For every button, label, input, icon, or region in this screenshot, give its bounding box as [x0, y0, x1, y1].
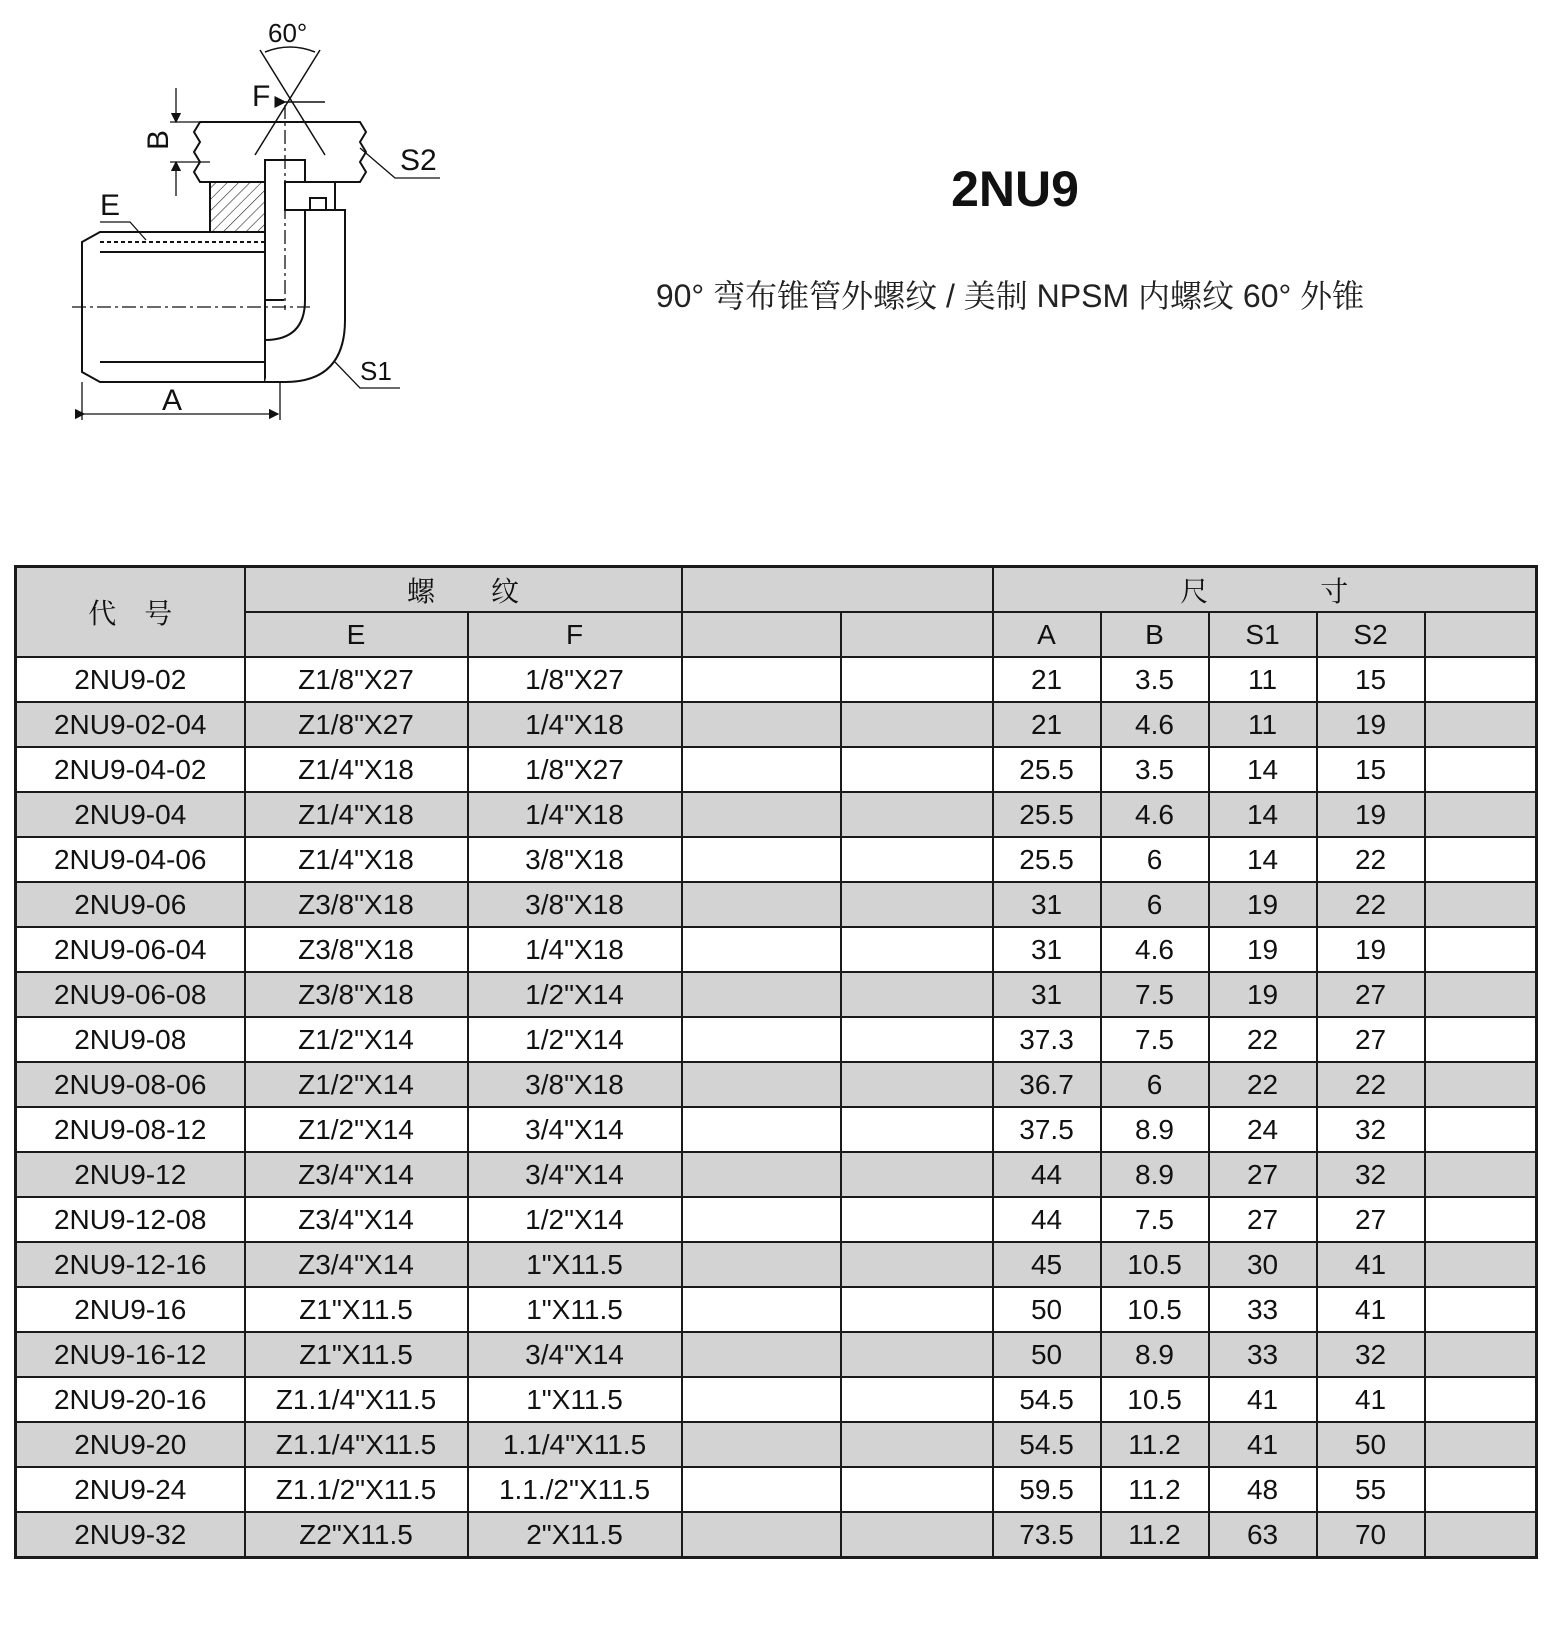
cell-thread-e: Z2"X11.5 — [245, 1512, 468, 1558]
cell-blank-3 — [1425, 1107, 1537, 1152]
product-code: 2NU9 — [951, 161, 1079, 217]
cell-dim-s2: 19 — [1317, 702, 1425, 747]
cell-blank-2 — [841, 837, 993, 882]
cell-blank-2 — [841, 792, 993, 837]
cell-dim-b: 6 — [1101, 837, 1209, 882]
cell-blank-2 — [841, 1377, 993, 1422]
cell-dim-s1: 22 — [1209, 1017, 1317, 1062]
cell-code: 2NU9-08-06 — [16, 1062, 245, 1107]
cell-thread-e: Z1/8"X27 — [245, 702, 468, 747]
cell-blank-1 — [682, 792, 841, 837]
cell-dim-s2: 27 — [1317, 1017, 1425, 1062]
subheader-f: F — [468, 612, 682, 657]
cell-thread-f: 1/2"X14 — [468, 1017, 682, 1062]
cell-dim-a: 54.5 — [993, 1422, 1101, 1467]
cell-dim-s2: 41 — [1317, 1377, 1425, 1422]
table-row — [16, 1197, 1537, 1242]
cell-blank-3 — [1425, 972, 1537, 1017]
cell-dim-b: 4.6 — [1101, 792, 1209, 837]
cell-dim-s2: 22 — [1317, 1062, 1425, 1107]
subheader-blank-3 — [1425, 612, 1537, 657]
table-row — [16, 792, 1537, 837]
cell-code: 2NU9-06 — [16, 882, 245, 927]
table-row — [16, 1422, 1537, 1467]
cell-code: 2NU9-16-12 — [16, 1332, 245, 1377]
cell-dim-s1: 33 — [1209, 1332, 1317, 1377]
cell-thread-e: Z1/2"X14 — [245, 1107, 468, 1152]
cell-dim-a: 44 — [993, 1197, 1101, 1242]
cell-dim-s2: 32 — [1317, 1107, 1425, 1152]
cell-thread-e: Z1"X11.5 — [245, 1287, 468, 1332]
subheader-blank-1 — [682, 612, 841, 657]
cell-blank-1 — [682, 702, 841, 747]
cell-dim-a: 25.5 — [993, 747, 1101, 792]
cell-blank-2 — [841, 747, 993, 792]
product-description: 90° 弯布锥管外螺纹 / 美制 NPSM 内螺纹 60° 外锥 — [655, 278, 1365, 314]
cell-dim-s2: 41 — [1317, 1242, 1425, 1287]
cell-dim-b: 10.5 — [1101, 1287, 1209, 1332]
cell-thread-f: 3/8"X18 — [468, 882, 682, 927]
cell-dim-s2: 70 — [1317, 1512, 1425, 1558]
cell-thread-f: 1"X11.5 — [468, 1242, 682, 1287]
cell-blank-1 — [682, 927, 841, 972]
cell-dim-s2: 32 — [1317, 1332, 1425, 1377]
cell-dim-s1: 24 — [1209, 1107, 1317, 1152]
cell-thread-f: 1.1/4"X11.5 — [468, 1422, 682, 1467]
cell-dim-b: 7.5 — [1101, 972, 1209, 1017]
header-dimension: 尺 寸 — [993, 567, 1537, 613]
cell-blank-2 — [841, 1152, 993, 1197]
cell-code: 2NU9-20-16 — [16, 1377, 245, 1422]
cell-thread-e: Z3/8"X18 — [245, 882, 468, 927]
cell-dim-s2: 32 — [1317, 1152, 1425, 1197]
cell-dim-s2: 15 — [1317, 747, 1425, 792]
cell-code: 2NU9-24 — [16, 1467, 245, 1512]
cell-dim-s2: 50 — [1317, 1422, 1425, 1467]
cell-dim-b: 11.2 — [1101, 1512, 1209, 1558]
cell-dim-s1: 27 — [1209, 1152, 1317, 1197]
cell-thread-f: 3/4"X14 — [468, 1152, 682, 1197]
cell-blank-1 — [682, 1512, 841, 1558]
cell-thread-f: 1"X11.5 — [468, 1377, 682, 1422]
cell-blank-3 — [1425, 1332, 1537, 1377]
cell-thread-e: Z1.1/4"X11.5 — [245, 1422, 468, 1467]
cell-dim-b: 10.5 — [1101, 1242, 1209, 1287]
cell-blank-2 — [841, 882, 993, 927]
cell-blank-3 — [1425, 882, 1537, 927]
cell-code: 2NU9-04 — [16, 792, 245, 837]
cell-code: 2NU9-08-12 — [16, 1107, 245, 1152]
cell-dim-b: 4.6 — [1101, 702, 1209, 747]
cell-dim-s1: 14 — [1209, 747, 1317, 792]
cell-blank-3 — [1425, 1467, 1537, 1512]
cell-blank-3 — [1425, 1152, 1537, 1197]
cell-thread-e: Z3/8"X18 — [245, 972, 468, 1017]
cell-thread-e: Z1/4"X18 — [245, 747, 468, 792]
cell-thread-f: 3/8"X18 — [468, 837, 682, 882]
spec-table — [14, 565, 1538, 1559]
cell-blank-3 — [1425, 1017, 1537, 1062]
table-row — [16, 1242, 1537, 1287]
cell-dim-a: 31 — [993, 882, 1101, 927]
cell-code: 2NU9-16 — [16, 1287, 245, 1332]
cell-dim-s1: 19 — [1209, 972, 1317, 1017]
cell-blank-2 — [841, 1017, 993, 1062]
cell-blank-1 — [682, 972, 841, 1017]
cell-thread-e: Z3/4"X14 — [245, 1197, 468, 1242]
cell-thread-f: 1/8"X27 — [468, 657, 682, 702]
cell-blank-1 — [682, 837, 841, 882]
cell-blank-3 — [1425, 1422, 1537, 1467]
cell-dim-s2: 19 — [1317, 792, 1425, 837]
subheader-e: E — [245, 612, 468, 657]
subheader-s1: S1 — [1209, 612, 1317, 657]
cell-dim-a: 50 — [993, 1332, 1101, 1377]
cell-dim-s1: 33 — [1209, 1287, 1317, 1332]
cell-code: 2NU9-12-08 — [16, 1197, 245, 1242]
cell-dim-s1: 14 — [1209, 792, 1317, 837]
table-row — [16, 1017, 1537, 1062]
header-thread: 螺 纹 — [245, 567, 682, 613]
cell-blank-2 — [841, 1107, 993, 1152]
cell-dim-s1: 41 — [1209, 1377, 1317, 1422]
cell-blank-1 — [682, 1287, 841, 1332]
cell-dim-s1: 19 — [1209, 882, 1317, 927]
cell-thread-e: Z3/4"X14 — [245, 1152, 468, 1197]
cell-dim-b: 8.9 — [1101, 1107, 1209, 1152]
label-a: A — [162, 384, 183, 417]
cell-thread-e: Z1/2"X14 — [245, 1062, 468, 1107]
cell-dim-b: 6 — [1101, 882, 1209, 927]
cell-thread-e: Z1.1/2"X11.5 — [245, 1467, 468, 1512]
cell-thread-f: 1/8"X27 — [468, 747, 682, 792]
cell-code: 2NU9-06-08 — [16, 972, 245, 1017]
cell-blank-1 — [682, 882, 841, 927]
cell-thread-f: 3/4"X14 — [468, 1107, 682, 1152]
cell-blank-2 — [841, 1062, 993, 1107]
cell-dim-s2: 15 — [1317, 657, 1425, 702]
cell-blank-2 — [841, 657, 993, 702]
cell-dim-a: 21 — [993, 702, 1101, 747]
cell-dim-s2: 27 — [1317, 1197, 1425, 1242]
cell-blank-2 — [841, 1332, 993, 1377]
table-row — [16, 1467, 1537, 1512]
label-e: E — [100, 189, 121, 222]
cell-blank-2 — [841, 927, 993, 972]
table-row — [16, 1377, 1537, 1422]
cell-dim-s2: 22 — [1317, 837, 1425, 882]
cell-dim-a: 45 — [993, 1242, 1101, 1287]
label-s1: S1 — [360, 356, 392, 386]
table-row — [16, 1512, 1537, 1558]
cell-thread-f: 3/8"X18 — [468, 1062, 682, 1107]
cell-dim-s2: 27 — [1317, 972, 1425, 1017]
cell-thread-f: 1/4"X18 — [468, 792, 682, 837]
cell-blank-1 — [682, 1017, 841, 1062]
table-row — [16, 657, 1537, 702]
cell-blank-1 — [682, 1107, 841, 1152]
fitting-drawing — [60, 10, 480, 430]
label-b: B — [142, 129, 175, 150]
table-row — [16, 882, 1537, 927]
subheader-b: B — [1101, 612, 1209, 657]
table-row — [16, 1287, 1537, 1332]
cell-dim-b: 6 — [1101, 1062, 1209, 1107]
cell-dim-a: 31 — [993, 927, 1101, 972]
cell-dim-s1: 63 — [1209, 1512, 1317, 1558]
cell-thread-e: Z1/4"X18 — [245, 792, 468, 837]
subheader-s2: S2 — [1317, 612, 1425, 657]
cell-code: 2NU9-12-16 — [16, 1242, 245, 1287]
cell-thread-e: Z1.1/4"X11.5 — [245, 1377, 468, 1422]
cell-blank-3 — [1425, 747, 1537, 792]
cell-dim-s1: 11 — [1209, 702, 1317, 747]
cell-dim-b: 4.6 — [1101, 927, 1209, 972]
header-blank — [682, 567, 993, 613]
cell-blank-2 — [841, 1197, 993, 1242]
cell-blank-2 — [841, 1422, 993, 1467]
cell-thread-f: 1.1./2"X11.5 — [468, 1467, 682, 1512]
cell-code: 2NU9-02 — [16, 657, 245, 702]
cell-blank-2 — [841, 1287, 993, 1332]
cell-dim-b: 11.2 — [1101, 1422, 1209, 1467]
cell-dim-a: 21 — [993, 657, 1101, 702]
cell-dim-s1: 27 — [1209, 1197, 1317, 1242]
cell-code: 2NU9-12 — [16, 1152, 245, 1197]
table-row — [16, 747, 1537, 792]
cell-thread-e: Z1"X11.5 — [245, 1332, 468, 1377]
cell-thread-e: Z3/4"X14 — [245, 1242, 468, 1287]
cell-thread-f: 3/4"X14 — [468, 1332, 682, 1377]
label-f: F — [252, 80, 271, 113]
cell-dim-a: 44 — [993, 1152, 1101, 1197]
cell-blank-3 — [1425, 927, 1537, 972]
cell-blank-3 — [1425, 837, 1537, 882]
cell-dim-b: 10.5 — [1101, 1377, 1209, 1422]
cell-dim-s2: 22 — [1317, 882, 1425, 927]
cell-blank-3 — [1425, 1287, 1537, 1332]
subheader-blank-2 — [841, 612, 993, 657]
cell-dim-b: 8.9 — [1101, 1332, 1209, 1377]
cell-dim-b: 8.9 — [1101, 1152, 1209, 1197]
subheader-row — [16, 612, 1537, 657]
cell-dim-a: 31 — [993, 972, 1101, 1017]
table-row — [16, 1062, 1537, 1107]
cell-dim-a: 25.5 — [993, 837, 1101, 882]
table-row — [16, 702, 1537, 747]
cell-dim-s2: 55 — [1317, 1467, 1425, 1512]
cell-blank-1 — [682, 1197, 841, 1242]
cell-dim-b: 3.5 — [1101, 657, 1209, 702]
cell-dim-s1: 14 — [1209, 837, 1317, 882]
cell-blank-2 — [841, 1467, 993, 1512]
cell-dim-b: 7.5 — [1101, 1017, 1209, 1062]
cell-dim-b: 3.5 — [1101, 747, 1209, 792]
table-row — [16, 1107, 1537, 1152]
cell-code: 2NU9-02-04 — [16, 702, 245, 747]
cell-thread-f: 1/4"X18 — [468, 927, 682, 972]
cell-blank-3 — [1425, 1197, 1537, 1242]
cell-thread-f: 1/2"X14 — [468, 972, 682, 1017]
table-row — [16, 927, 1537, 972]
cell-dim-s2: 19 — [1317, 927, 1425, 972]
cell-blank-1 — [682, 1062, 841, 1107]
cell-code: 2NU9-06-04 — [16, 927, 245, 972]
table-row — [16, 1152, 1537, 1197]
cell-thread-e: Z1/8"X27 — [245, 657, 468, 702]
cell-thread-f: 1/4"X18 — [468, 702, 682, 747]
cell-blank-2 — [841, 1512, 993, 1558]
cell-dim-a: 36.7 — [993, 1062, 1101, 1107]
cell-blank-3 — [1425, 1062, 1537, 1107]
cell-dim-s1: 11 — [1209, 657, 1317, 702]
cell-blank-1 — [682, 1242, 841, 1287]
cell-thread-f: 1"X11.5 — [468, 1287, 682, 1332]
cell-dim-b: 11.2 — [1101, 1467, 1209, 1512]
cell-blank-3 — [1425, 792, 1537, 837]
cell-thread-e: Z3/8"X18 — [245, 927, 468, 972]
cell-blank-2 — [841, 702, 993, 747]
cell-blank-1 — [682, 1377, 841, 1422]
cell-dim-s1: 48 — [1209, 1467, 1317, 1512]
cell-code: 2NU9-04-02 — [16, 747, 245, 792]
cell-blank-1 — [682, 657, 841, 702]
cell-dim-a: 54.5 — [993, 1377, 1101, 1422]
table-row — [16, 1332, 1537, 1377]
cell-blank-2 — [841, 1242, 993, 1287]
table-row — [16, 972, 1537, 1017]
cell-blank-3 — [1425, 1512, 1537, 1558]
cell-code: 2NU9-08 — [16, 1017, 245, 1062]
cell-blank-1 — [682, 1152, 841, 1197]
label-angle: 60° — [268, 18, 308, 48]
cell-blank-1 — [682, 1467, 841, 1512]
cell-blank-3 — [1425, 657, 1537, 702]
cell-blank-2 — [841, 972, 993, 1017]
cell-blank-3 — [1425, 702, 1537, 747]
table-row — [16, 837, 1537, 882]
cell-dim-a: 25.5 — [993, 792, 1101, 837]
cell-dim-s1: 22 — [1209, 1062, 1317, 1107]
cell-dim-s1: 19 — [1209, 927, 1317, 972]
cell-dim-s1: 41 — [1209, 1422, 1317, 1467]
cell-dim-s2: 41 — [1317, 1287, 1425, 1332]
cell-blank-3 — [1425, 1377, 1537, 1422]
cell-blank-1 — [682, 1332, 841, 1377]
cell-dim-a: 59.5 — [993, 1467, 1101, 1512]
cell-code: 2NU9-04-06 — [16, 837, 245, 882]
header-row — [16, 567, 1537, 613]
cell-blank-1 — [682, 747, 841, 792]
cell-dim-a: 37.3 — [993, 1017, 1101, 1062]
cell-thread-f: 1/2"X14 — [468, 1197, 682, 1242]
cell-dim-a: 37.5 — [993, 1107, 1101, 1152]
cell-thread-e: Z1/4"X18 — [245, 837, 468, 882]
cell-thread-f: 2"X11.5 — [468, 1512, 682, 1558]
cell-dim-b: 7.5 — [1101, 1197, 1209, 1242]
cell-code: 2NU9-32 — [16, 1512, 245, 1558]
subheader-a: A — [993, 612, 1101, 657]
cell-blank-3 — [1425, 1242, 1537, 1287]
cell-blank-1 — [682, 1422, 841, 1467]
label-s2: S2 — [400, 144, 437, 177]
cell-thread-e: Z1/2"X14 — [245, 1017, 468, 1062]
cell-code: 2NU9-20 — [16, 1422, 245, 1467]
cell-dim-a: 50 — [993, 1287, 1101, 1332]
cell-dim-s1: 30 — [1209, 1242, 1317, 1287]
header-code: 代 号 — [16, 567, 245, 658]
cell-dim-a: 73.5 — [993, 1512, 1101, 1558]
